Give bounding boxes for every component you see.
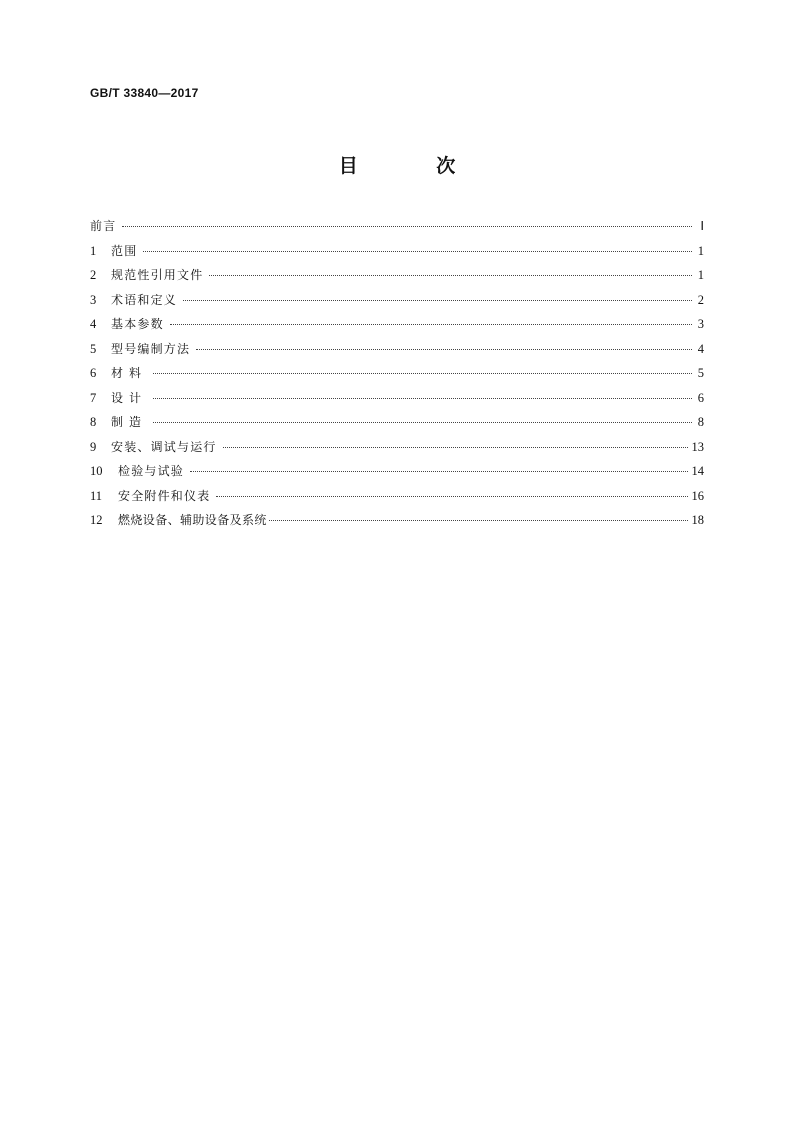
- toc-entry-6[interactable]: [90, 364, 704, 389]
- toc-entry-label: 制造: [111, 415, 148, 429]
- toc-entry-9[interactable]: [90, 438, 704, 463]
- toc-entry-page: 1: [697, 268, 704, 282]
- toc-entry-page: 4: [697, 341, 704, 356]
- toc-entry-11[interactable]: [90, 487, 704, 512]
- toc-leader-dots: [122, 226, 692, 227]
- toc-entry-label: 术语和定义: [111, 292, 178, 307]
- toc-entry-number: 12: [90, 513, 103, 527]
- toc-leader-dots: [153, 398, 692, 399]
- toc-entry-number: 8: [90, 415, 97, 429]
- toc-entry-number: 3: [90, 292, 97, 307]
- toc-entry-number: 4: [90, 317, 97, 331]
- toc-entry-label: 基本参数: [111, 317, 164, 331]
- toc-entry-foreword[interactable]: [90, 217, 704, 242]
- toc-entry-page: 14: [691, 464, 704, 478]
- toc-entry-12[interactable]: [90, 511, 704, 536]
- toc-entry-page: 6: [697, 390, 704, 405]
- document-code: GB/T 33840—2017: [90, 86, 199, 100]
- toc-entry-number: 2: [90, 268, 97, 282]
- toc-entry-number: 10: [90, 464, 103, 478]
- toc-entry-label: 设计: [111, 390, 148, 405]
- toc-entry-number: 9: [90, 439, 97, 454]
- toc-leader-dots: [183, 300, 692, 301]
- toc-entry-number: 1: [90, 243, 97, 258]
- toc-entry-label: 检验与试验: [118, 464, 185, 478]
- toc-entry-label: 材料: [111, 366, 148, 380]
- toc-entry-page: 3: [697, 317, 704, 331]
- toc-leader-dots: [170, 324, 692, 325]
- toc-entry-page: 18: [691, 513, 704, 527]
- toc-entry-page: 2: [697, 292, 704, 307]
- toc-entry-3[interactable]: [90, 291, 704, 316]
- toc-entry-page: 13: [691, 439, 704, 454]
- toc-entry-label: 范围: [111, 243, 138, 258]
- table-of-contents: [90, 217, 704, 536]
- toc-leader-dots: [196, 349, 692, 350]
- toc-entry-number: 6: [90, 366, 97, 380]
- toc-entry-label: 安全附件和仪表: [118, 488, 211, 503]
- toc-entry-label: 安装、调试与运行: [111, 439, 217, 454]
- toc-leader-dots: [153, 373, 692, 374]
- toc-entry-page: 5: [697, 366, 704, 380]
- page-title: 目 次: [338, 155, 492, 177]
- toc-entry-label: 前言: [90, 219, 117, 233]
- toc-entry-1[interactable]: [90, 242, 704, 267]
- toc-entry-label: 规范性引用文件: [111, 268, 204, 282]
- toc-leader-dots: [216, 496, 687, 497]
- toc-entry-8[interactable]: [90, 413, 704, 438]
- toc-entry-page: Ⅰ: [700, 219, 704, 233]
- toc-entry-number: 7: [90, 390, 97, 405]
- toc-entry-5[interactable]: [90, 340, 704, 365]
- toc-leader-dots: [143, 251, 692, 252]
- toc-entry-number: 11: [90, 488, 103, 503]
- toc-leader-dots: [269, 520, 688, 521]
- toc-entry-label: 燃烧设备、辅助设备及系统: [118, 513, 267, 527]
- toc-entry-label: 型号编制方法: [111, 341, 191, 356]
- toc-leader-dots: [190, 471, 687, 472]
- toc-entry-4[interactable]: [90, 315, 704, 340]
- toc-entry-number: 5: [90, 341, 97, 356]
- toc-entry-page: 8: [697, 415, 704, 429]
- toc-entry-2[interactable]: [90, 266, 704, 291]
- toc-entry-page: 16: [691, 488, 704, 503]
- toc-leader-dots: [153, 422, 692, 423]
- toc-entry-7[interactable]: [90, 389, 704, 414]
- toc-leader-dots: [209, 275, 692, 276]
- toc-entry-10[interactable]: [90, 462, 704, 487]
- toc-leader-dots: [223, 447, 688, 448]
- toc-entry-page: 1: [697, 243, 704, 258]
